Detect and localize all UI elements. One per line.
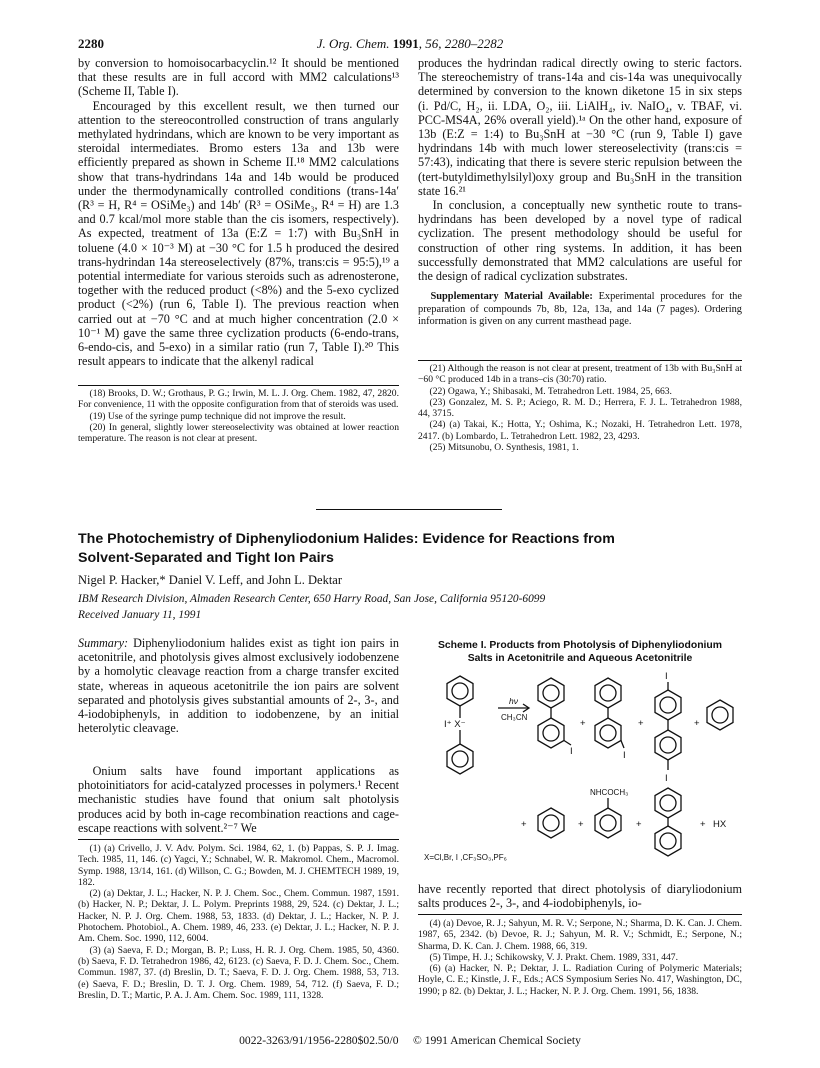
- journal-volume-pages: 56, 2280–2282: [425, 36, 504, 51]
- plus-sign: +: [694, 718, 700, 729]
- summary-label: Summary:: [78, 636, 129, 650]
- prev-article-right-column: [418, 56, 742, 329]
- prev-paragraph: Encouraged by this excellent result, we then turned our attention to the stereocontrolled construction of trans angularly methylated hydrindans, which are known to be very important as steroidal intermediates. Bromo esters 13a and 13b were efficiently prepared as shown in Scheme II.¹⁸ MM2 calculations show that trans-hydrindans 14a and 14b would be produced under the thermodynamically controlled conditions (trans-14a′ (R³ = H, R⁴ = OSiMe₃) and 14b′ (R³ = OSiMe₃, R⁴ = H) are 1.3 and 0.7 kcal/mol more stable than the cis isomers, respectively). As expected, treatment of 13a (E:Z = 1:7) with Bu₃SnH in toluene (4.0 × 10⁻³ M) at −30 °C for 1.5 h produced the desired trans-hydrindan 14a stereoselectively (87%, trans:cis = 95:5),¹⁹ a potential intermediate for various steroids such as adrenosterone, together with the reduced product (<8%) and the 5-exo cyclized product (<2%) (run 6, Table I). The previous reaction when carried out at −70 °C and at much higher concentration (2.0 × 10⁻¹ M) gave the same three cyclization products (6-endo-trans, 6-endo-cis, and 5-exo) in a similar ratio (run 7, Table I).²⁰ This result appears to indicate that the alkenyl radical: [78, 98, 399, 369]
- supplementary-text: Experimental procedures for the preparation of compounds 7b, 8b, 12a, 13a, and 14a (7 pages). Ordering information is given on any current masthead page.: [418, 291, 742, 328]
- reference: (3) (a) Saeva, F. D.; Morgan, B. P.; Luss, H. R. J. Org. Chem. 1985, 50, 4360. (b) Saeva, F. D. Tetrahedron 1986, 42, 6123. (c) Saeva, F. D. J. Chem. Soc., Chem. Commun. 1987, 37. (d) Breslin, D. T.; Saeva, F. D. J. Org. Chem. 1988, 53, 713. (e) Saeva, F. D.; Breslin, D. T. J. Org. Chem. 1989, 54, 712. (f) Saeva, F. D.; Breslin, D. T.; Martic, P. A. J. Am. Chem. Soc. 1989, 111, 1328.: [78, 944, 399, 1001]
- article-received: Received January 11, 1991: [78, 609, 202, 621]
- article-title-line: Solvent-Separated and Tight Ion Pairs: [78, 550, 334, 566]
- article-title: [78, 530, 758, 568]
- plus-sign: +: [638, 718, 644, 729]
- prev-paragraph: produces the hydrindan radical directly owing to steric factors. The stereochemistry of trans-14a and cis-14a was unequivocally determined by conversion to the known diketone 15 in six steps (i. Pd/C, H₂, ii. LDA, O₂, iii. LiAlH₄, iv. NaIO₄, v. TBAF, vi. PCC-MS4A, 26% overall yield).¹ᵃ On the other hand, exposure of 13b (E:Z = 1:4) to Bu₃SnH at −30 °C (run 9, Table I) gave hydrindans 14b with much lower stereoselectivity (trans:cis = 57:43), indicating that there is severe steric repulsion between the (tert-butyldimethylsilyl)oxy group and Bu₃SnH in the transition state 16.²¹: [418, 56, 742, 198]
- benzene-ring-icon: [655, 690, 681, 720]
- journal-name: J. Org. Chem.: [316, 36, 390, 51]
- footnote: (18) Brooks, D. W.; Grothaus, P. G.; Irwin, M. L. J. Org. Chem. 1982, 47, 2820. For convenience, 11 with the opposite configuration from that of steroids was used.: [78, 388, 399, 411]
- scheme-title-line: Salts in Acetonitrile and Aqueous Acetonitrile: [467, 652, 693, 664]
- hx-label: HX: [713, 819, 727, 830]
- anions-label: X=Cl,Br, I ,CF₃SO₃,PF₆: [424, 853, 507, 862]
- benzene-ring-icon: [447, 676, 473, 706]
- iodine-label: I: [665, 671, 668, 682]
- benzene-ring-icon: [707, 700, 733, 730]
- footnote-rule: [418, 360, 742, 361]
- footnote: (24) (a) Takai, K.; Hotta, Y.; Oshima, K.; Nozaki, H. Tetrahedron Lett. 1978, 2417. (b) Lombardo, L. Tetrahedron Lett. 1982, 23, 4293.: [418, 419, 742, 442]
- footnote-rule: [78, 839, 399, 840]
- benzene-ring-icon: [538, 718, 564, 748]
- footnote: (19) Use of the syringe pump technique did not improve the result.: [89, 410, 346, 422]
- scheme-title: [418, 640, 742, 665]
- article-summary: [78, 636, 399, 735]
- page-number: 2280: [78, 36, 104, 51]
- body-paragraph: Onium salts have found important applications as photoinitiators for acid-catalyzed processes in polymers.¹ Recent mechanistic studies have found that onium salt photolysis produces acid by both in-cage recombination reactions and cage-escape reactions with solvent.²⁻⁷ We: [78, 764, 399, 835]
- article-left-references: [78, 843, 399, 1001]
- plus-sign: +: [521, 819, 527, 830]
- scheme-diagram: [418, 668, 742, 864]
- article-body-right: [418, 882, 742, 910]
- scheme-title-line: Scheme I. Products from Photolysis of Diphenyliodonium: [437, 640, 723, 651]
- benzene-ring-icon: [447, 744, 473, 774]
- reagent-label: I⁺ X⁻: [444, 719, 466, 730]
- prev-paragraph: by conversion to homoisocarbacyclin.¹² It should be mentioned that these results are in full accord with MM2 calculations¹³ (Scheme II, Table I).: [78, 56, 399, 99]
- iodine-label: I: [570, 746, 573, 757]
- article-title-line: The Photochemistry of Diphenyliodonium Halides: Evidence for Reactions from: [78, 531, 615, 547]
- solvent-label: CH₃CN: [501, 713, 528, 722]
- benzene-ring-icon: [538, 808, 564, 838]
- prev-paragraph: In conclusion, a conceptually new synthetic route to trans-hydrindans has been developed by a novel type of radical cyclization. The present methodology should be useful for construction of other ring systems. In addition, it has been successfully demonstrated that MM2 calculations are useful for the design of radical cyclization substrates.: [418, 198, 742, 284]
- benzene-ring-icon: [595, 678, 621, 708]
- prev-article-left-column: [78, 56, 399, 368]
- iodine-label: I: [623, 750, 626, 761]
- reference: (6) (a) Hacker, N. P.; Dektar, J. L. Radiation Curing of Polymeric Materials; Hoyle, C. E.; Kinstle, J. F., Eds.; ACS Symposium Series No. 417, Washington, DC, 1990; p 82. (b) Dektar, J. L.; Hacker, N. P. J. Org. Chem. 1991, 56, 1838.: [418, 963, 742, 997]
- footnote: (20) In general, slightly lower stereoselectivity was obtained at lower reaction temperature. The reason is not clear at present.: [78, 421, 399, 445]
- benzene-ring-icon: [595, 718, 621, 748]
- plus-sign: +: [636, 819, 642, 830]
- article-authors: Nigel P. Hacker,* Daniel V. Leff, and John L. Dektar: [78, 573, 343, 587]
- iodine-label: I: [665, 773, 668, 784]
- article-right-references: [418, 918, 742, 997]
- summary-text: Diphenyliodonium halides exist as tight ion pairs in acetonitrile, and photolysis gives almost exclusively iodobenzene by a homolytic cleavage reaction from a charge transfer excited state, whereas in aqueous acetonitrile the ion pairs are solvent separated and photolysis gives substantial amounts of 2-, 3-, and 4-iodobiphenyls, in addition to iodobenzene, by an initial heterolytic cleavage.: [78, 636, 399, 736]
- prev-right-footnotes: [418, 363, 742, 453]
- supplementary-material: [418, 291, 742, 329]
- footnote: (25) Mitsunobu, O. Synthesis, 1981, 1.: [429, 442, 579, 454]
- hv-label: hν: [509, 696, 518, 706]
- footnote: (23) Gonzalez, M. S. P.; Aciego, R. M. D.; Herrera, F. J. L. Tetrahedron 1988, 44, 3715.: [418, 396, 742, 420]
- prev-left-footnotes: [78, 388, 399, 444]
- nhcoch3-label: NHCOCH₃: [590, 788, 629, 797]
- plus-sign: +: [580, 718, 586, 729]
- footnote: (21) Although the reason is not clear at present, treatment of 13b with Bu₃SnH at −60 °C produced 14b in a trans–cis (30:70) ratio.: [418, 363, 742, 386]
- article-body-left: [78, 764, 399, 835]
- benzene-ring-icon: [655, 826, 681, 856]
- page-footer: [0, 1034, 820, 1047]
- benzene-ring-icon: [655, 788, 681, 818]
- footnote-rule: [78, 385, 399, 386]
- footer-code: 0022-3263/91/1956-2280$02.50/0: [239, 1034, 399, 1047]
- supplementary-label: Supplementary Material Available:: [430, 291, 593, 303]
- benzene-ring-icon: [655, 730, 681, 760]
- plus-sign: +: [700, 819, 706, 830]
- reference: (2) (a) Dektar, J. L.; Hacker, N. P. J. Chem. Soc., Chem. Commun. 1987, 1591. (b) Hacker, N. P.; Dektar, J. L. Polym. Preprints 1988, 29, 524. (c) Dektar, J. L.; Hacker, N. P. J. Org. Chem. 1988, 53, 1833. (d) Dektar, J. L.; Hacker, N. P. J. Photochem. Photobiol., A. Chem. 1989, 46, 233. (e) Dektar, J. L.; Hacker, N. P. J. Am. Chem. Soc. 1990, 112, 6004.: [78, 888, 399, 945]
- footer-copyright: © 1991 American Chemical Society: [413, 1034, 581, 1047]
- reference: (5) Timpe, H. J.; Schikowsky, V. J. Prakt. Chem. 1989, 331, 447.: [429, 951, 678, 963]
- journal-year: 1991: [392, 36, 419, 51]
- plus-sign: +: [578, 819, 584, 830]
- benzene-ring-icon: [538, 678, 564, 708]
- benzene-ring-icon: [595, 808, 621, 838]
- article-affiliation: IBM Research Division, Almaden Research Center, 650 Harry Road, San Jose, California 95120-6099: [78, 593, 546, 605]
- reference: (1) (a) Crivello, J. V. Adv. Polym. Sci. 1984, 62, 1. (b) Pappas, S. P. J. Imag. Tech. 1985, 11, 146. (c) Yagci, Y.; Schnabel, W. R. Makromol. Chem., Macromol. Symp. 1988, 13/14, 161. (d) Willson, C. G.; Bowden, M. J. CHEMTECH 1989, 19, 182.: [78, 843, 399, 888]
- article-separator: [316, 509, 502, 510]
- journal-header: J. Org. Chem. 1991, 56, 2280–2282: [316, 36, 504, 51]
- footnote: (22) Ogawa, Y.; Shibasaki, M. Tetrahedron Lett. 1984, 25, 663.: [429, 385, 672, 397]
- reference: (4) (a) Devoe, R. J.; Sahyun, M. R. V.; Serpone, N.; Sharma, D. K. Can. J. Chem. 1987, 65, 2342. (b) Devoe, R. J.; Sahyun, M. R. V.; Schmidt, E.; Serpone, N.; Sharma, D. K. Can. J. Chem. 1988, 66, 319.: [418, 918, 742, 952]
- body-paragraph: have recently reported that direct photolysis of diaryliodonium salts produces 2-, 3-, and 4-iodobiphenyls, io-: [418, 882, 742, 911]
- footnote-rule: [418, 914, 742, 915]
